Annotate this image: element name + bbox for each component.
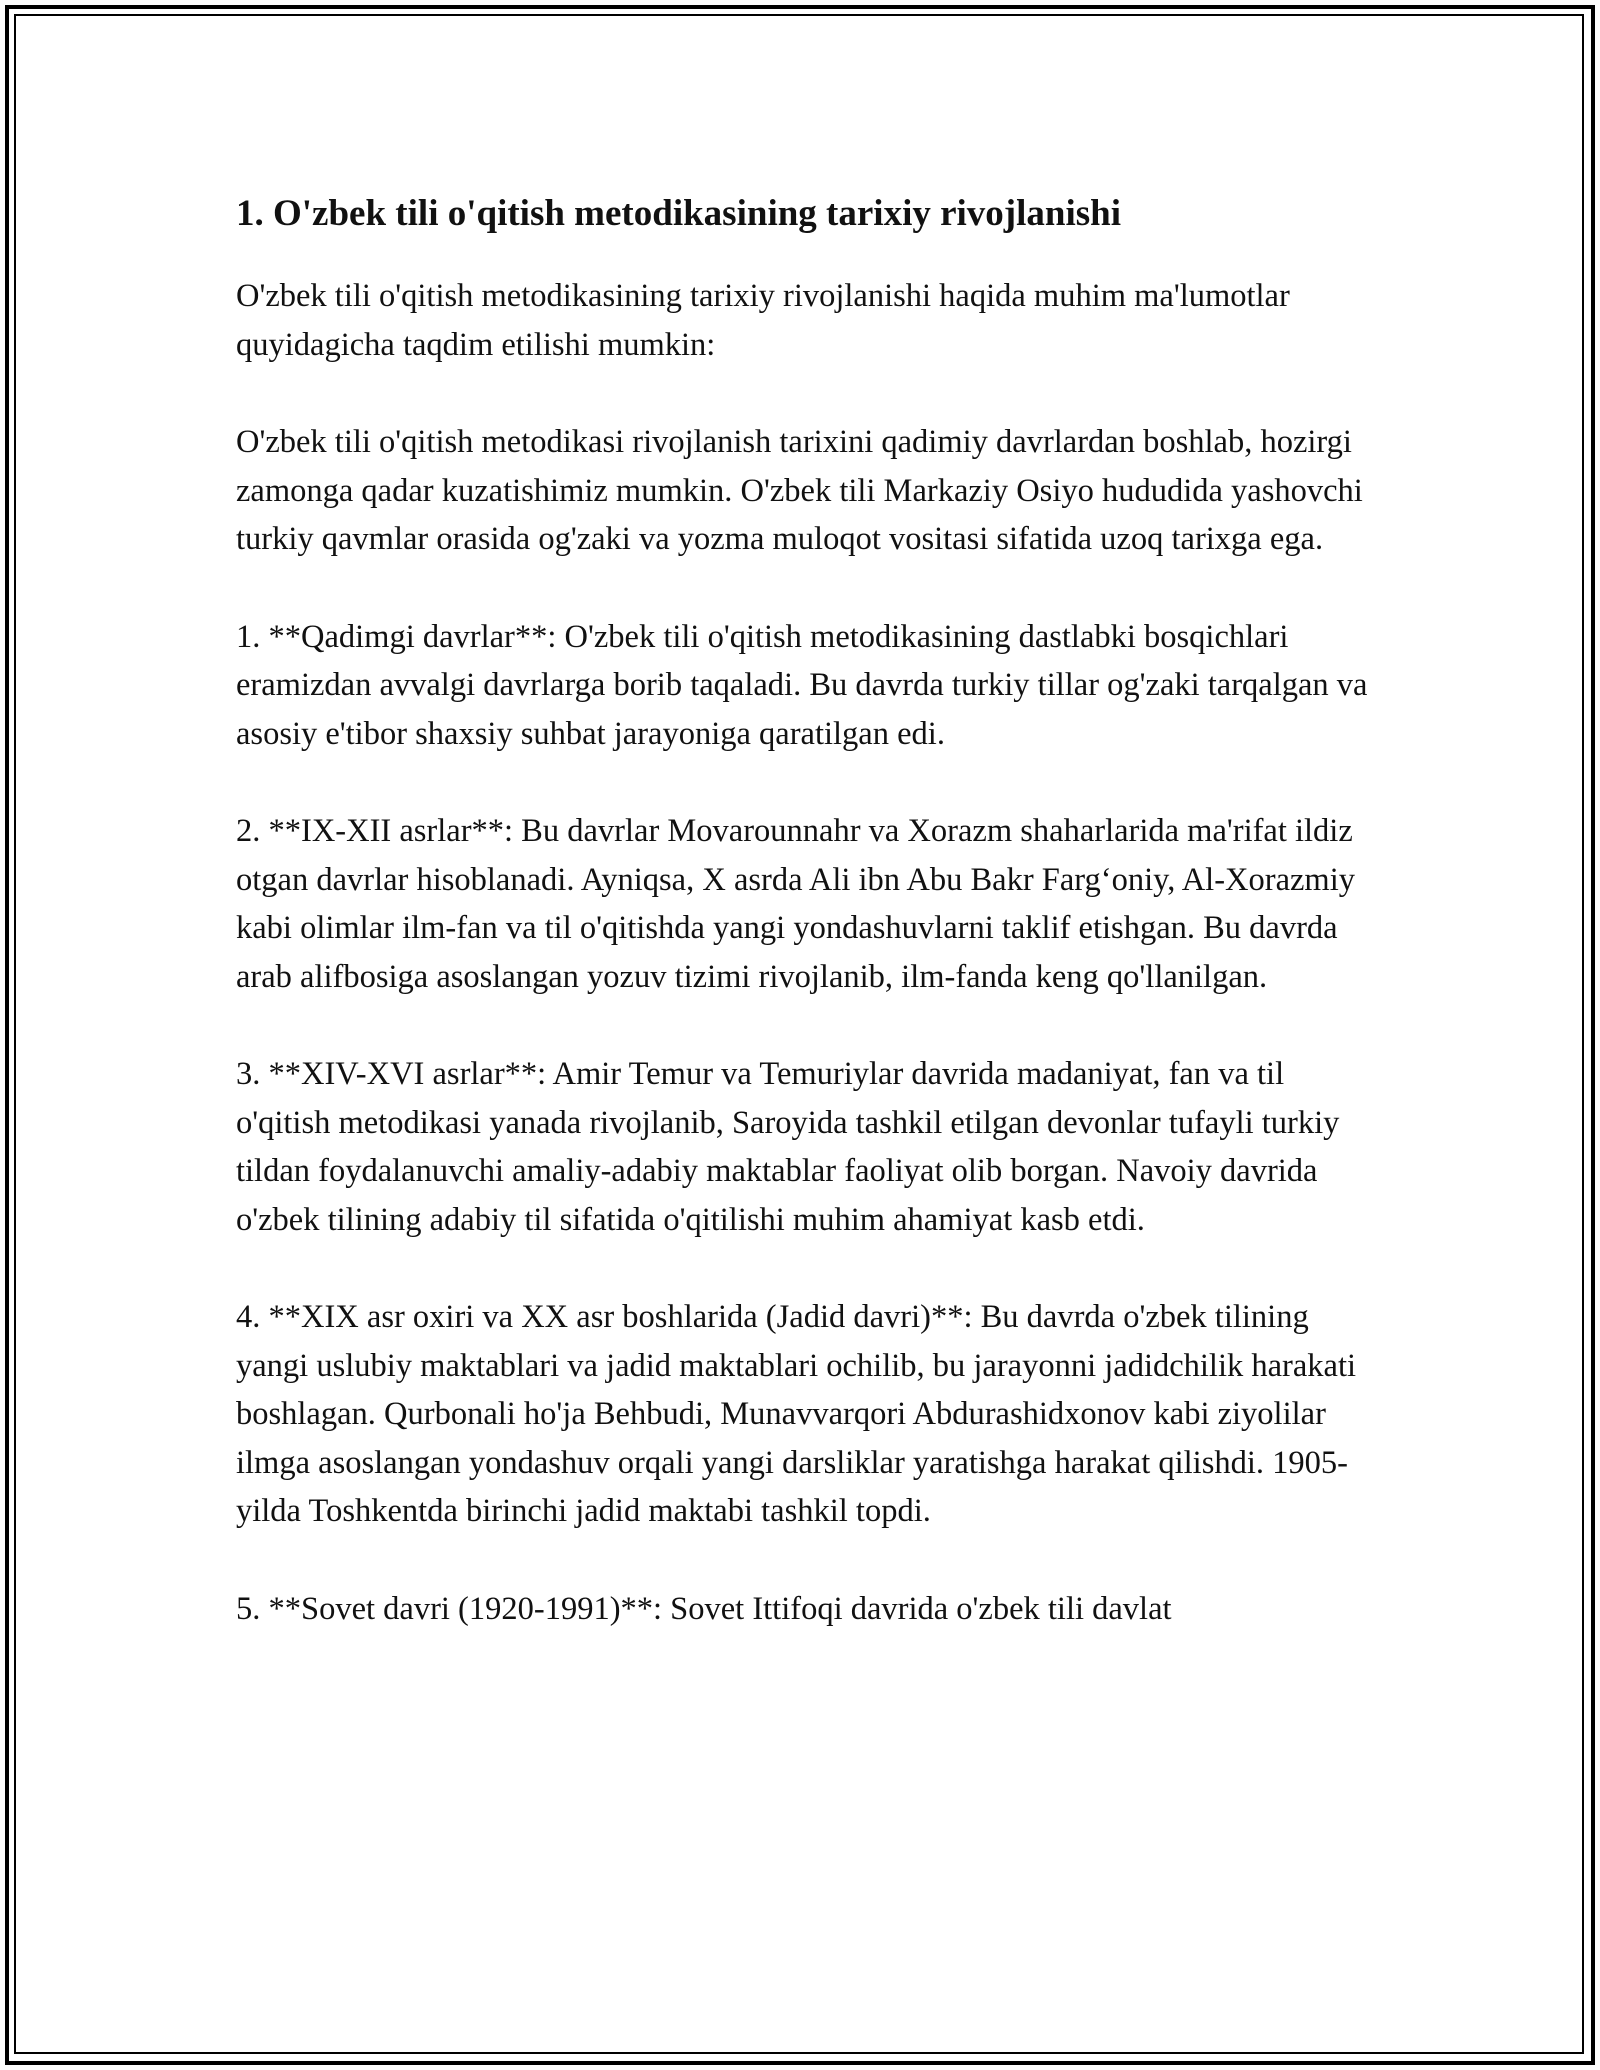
period-soviet-paragraph: 5. **Sovet davri (1920-1991)**: Sovet Ittifoqi davrida o'zbek tili davlat: [236, 1590, 1172, 1627]
period-jadid-paragraph: 4. **XIX asr oxiri va XX asr boshlarida (Jadid davri)**: Bu davrda o'zbek tilining yangi uslubiy maktablari va jadid maktablari ochilib, bu jarayonni jadidchilik harakati boshlagan. Qurbonali ho'ja Behbudi, Munavvarqori Abdurashidxonov kabi ziyolilar ilmga asoslangan yondashuv orqali yangi darsliklar yaratishga harakat qilishdi. 1905-yilda Toshkentda birinchi jadid maktabi tashkil topdi.: [236, 1299, 1357, 1529]
period-ix-xii-paragraph: 2. **IX-XII asrlar**: Bu davrlar Movarounnahr va Xorazm shaharlarida ma'rifat ildiz otgan davrlar hisoblanadi. Ayniqsa, X asrda Ali ibn Abu Bakr Farg‘oniy, Al-Xorazmiy kabi olimlar ilm-fan va til o'qitishda yangi yondashuvlarni taklif etishgan. Bu davrda arab alifbosiga asoslangan yozuv tizimi rivojlanib, ilm-fanda keng qo'llanilgan.: [236, 813, 1355, 995]
section-heading: 1. O'zbek tili o'qitish metodikasining tarixiy rivojlanishi: [236, 193, 1122, 234]
intro-paragraph: O'zbek tili o'qitish metodikasining tarixiy rivojlanishi haqida muhim ma'lumotlar quyidagicha taqdim etilishi mumkin:: [236, 278, 1290, 363]
period-xiv-xvi-paragraph: 3. **XIV-XVI asrlar**: Amir Temur va Temuriylar davrida madaniyat, fan va til o'qitish metodikasi yanada rivojlanib, Saroyida tashkil etilgan devonlar tufayli turkiy tildan foydalanuvchi amaliy-adabiy maktablar faoliyat olib borgan. Navoiy davrida o'zbek tilining adabiy til sifatida o'qitilishi muhim ahamiyat kasb etdi.: [236, 1056, 1340, 1238]
document-body: [236, 186, 1374, 1633]
overview-paragraph: O'zbek tili o'qitish metodikasi rivojlanish tarixini qadimiy davrlardan boshlab, hozirgi zamonga qadar kuzatishimiz mumkin. O'zbek tili Markaziy Osiyo hududida yashovchi turkiy qavmlar orasida og'zaki va yozma muloqot vositasi sifatida uzoq tarixga ega.: [236, 424, 1363, 557]
period-ancient-paragraph: 1. **Qadimgi davrlar**: O'zbek tili o'qitish metodikasining dastlabki bosqichlari eramizdan avvalgi davrlarga borib taqaladi. Bu davrda turkiy tillar og'zaki tarqalgan va asosiy e'tibor shaxsiy suhbat jarayoniga qaratilgan edi.: [236, 618, 1368, 752]
